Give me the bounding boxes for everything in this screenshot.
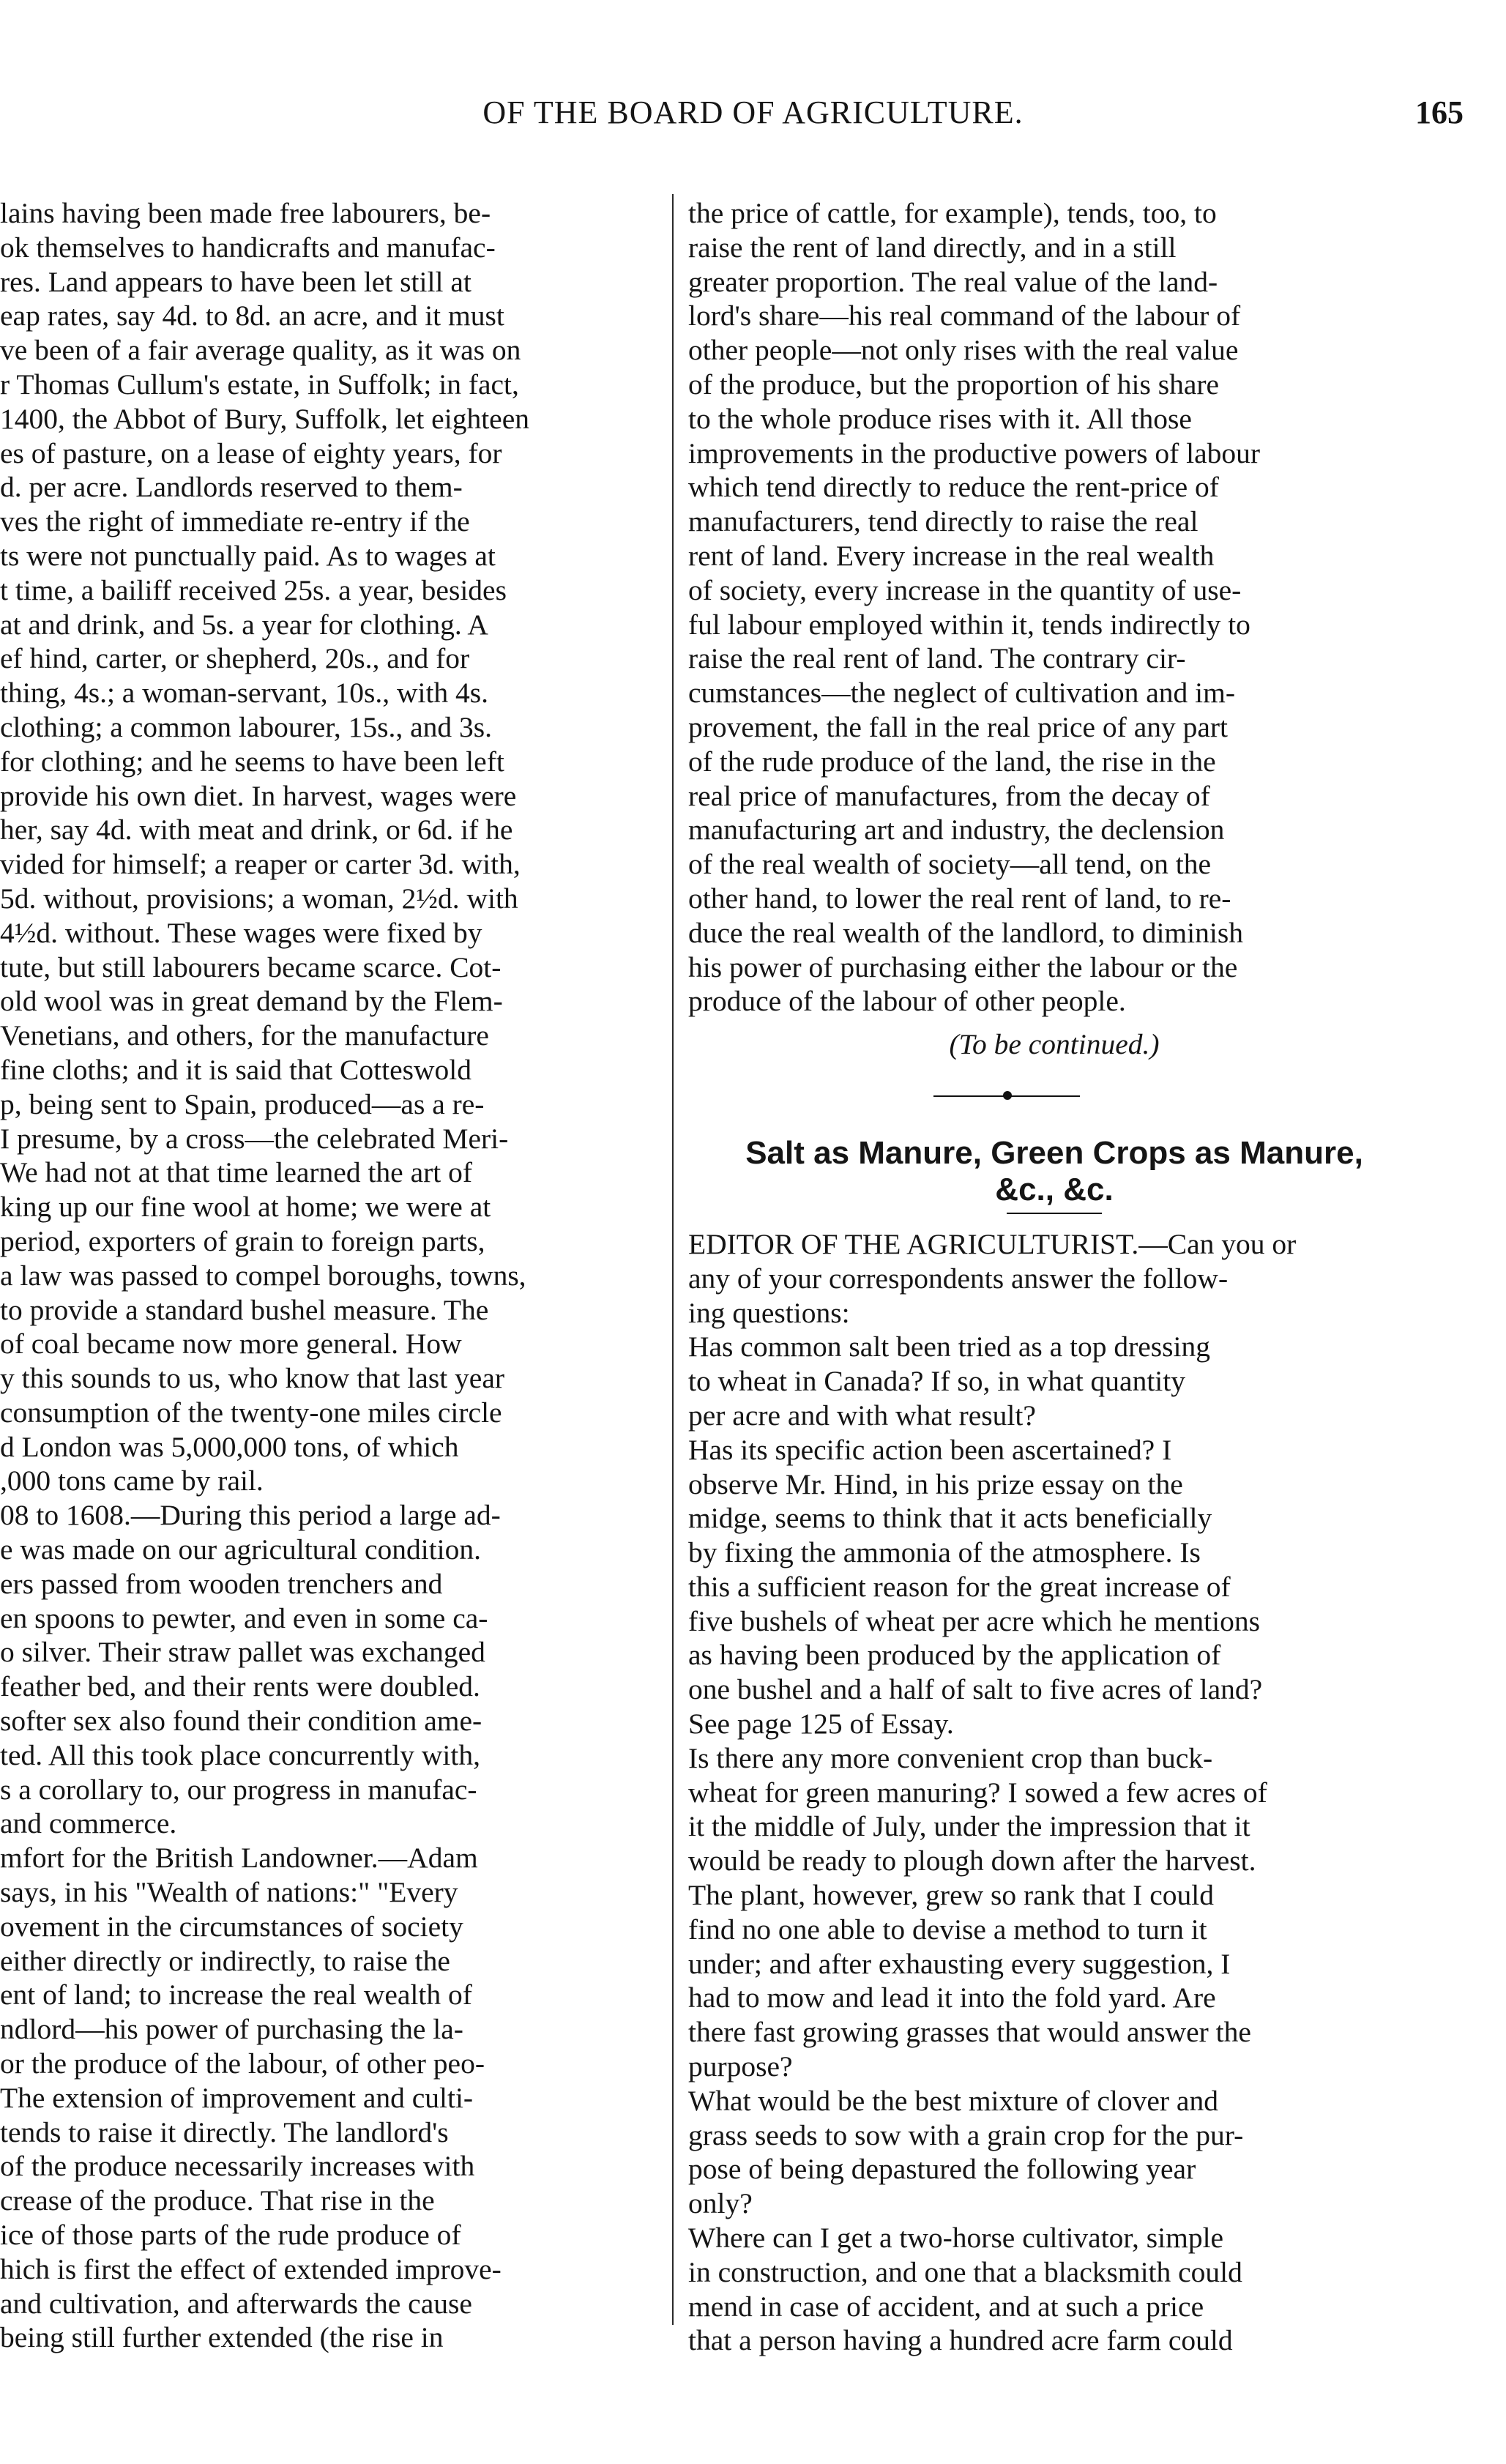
text-line: wheat for green manuring? I sowed a few acres of <box>688 1776 1267 1809</box>
text-line: there fast growing grasses that would answer the <box>688 2016 1251 2049</box>
text-line: any of your correspondents answer the follow- <box>688 1262 1229 1295</box>
text-line: en spoons to pewter, and even in some ca- <box>0 1601 488 1634</box>
text-line: to provide a standard bushel measure. The <box>0 1293 489 1326</box>
left-column <box>0 196 670 2355</box>
text-line: mfort for the British Landowner.—Adam <box>0 1842 478 1875</box>
text-line: provement, the fall in the real price of any part <box>688 710 1229 743</box>
section-rule <box>1007 1213 1102 1214</box>
text-line: other people—not only rises with the real value <box>688 334 1239 367</box>
text-line: which tend directly to reduce the rent-price of <box>688 471 1219 504</box>
text-line: Is there any more convenient crop than buck- <box>688 1741 1213 1774</box>
text-line: lord's share—his real command of the labour of <box>688 299 1241 332</box>
text-line: t time, a bailiff received 25s. a year, besides <box>0 573 507 606</box>
text-line: manufacturers, tend directly to raise the real <box>688 505 1199 538</box>
text-line: five bushels of wheat per acre which he mentions <box>688 1604 1260 1637</box>
text-line: ndlord—his power of purchasing the la- <box>0 2013 463 2046</box>
page-header <box>29 94 1477 145</box>
text-line: ent of land; to increase the real wealth of <box>0 1979 472 2011</box>
text-line: d London was 5,000,000 tons, of which <box>0 1430 459 1463</box>
text-line: res. Land appears to have been let still at <box>0 265 471 298</box>
text-line: of the real wealth of society—all tend, on the <box>688 848 1212 881</box>
text-line: vided for himself; a reaper or carter 3d. with, <box>0 848 521 881</box>
text-line: ts were not punctually paid. As to wages at <box>0 539 496 572</box>
text-line: eap rates, say 4d. to 8d. an acre, and it must <box>0 299 504 332</box>
text-line: See page 125 of Essay. <box>688 1708 954 1741</box>
right-column <box>688 196 1420 2358</box>
text-line: ,000 tons came by rail. <box>0 1464 264 1497</box>
text-line: to wheat in Canada? If so, in what quantity <box>688 1365 1186 1398</box>
text-line: per acre and with what result? <box>688 1399 1036 1432</box>
text-line: provide his own diet. In harvest, wages were <box>0 779 517 812</box>
text-line: purpose? <box>688 2050 793 2083</box>
ornamental-divider <box>688 1078 1420 1122</box>
section-subtitle: &c., &c. <box>995 1171 1114 1207</box>
text-line: only? <box>688 2187 753 2220</box>
text-line: manufacturing art and industry, the declension <box>688 814 1225 846</box>
text-line: Has common salt been tried as a top dressing <box>688 1330 1211 1363</box>
text-line: thing, 4s.; a woman-servant, 10s., with 4s. <box>0 677 489 710</box>
text-line: consumption of the twenty-one miles circle <box>0 1396 502 1429</box>
text-line: midge, seems to think that it acts beneficially <box>688 1502 1212 1535</box>
text-line: duce the real wealth of the landlord, to diminish <box>688 916 1243 949</box>
text-line: lains having been made free labourers, be- <box>0 197 491 229</box>
text-line: king up our fine wool at home; we were at <box>0 1191 491 1224</box>
text-line: The extension of improvement and culti- <box>0 2081 474 2114</box>
text-line: of the produce necessarily increases with <box>0 2150 475 2183</box>
text-line: ted. All this took place concurrently with, <box>0 1738 480 1771</box>
text-line: the price of cattle, for example), tends, too, to <box>688 197 1217 229</box>
text-line: ers passed from wooden trenchers and <box>0 1567 443 1600</box>
text-line: of society, every increase in the quantity of use- <box>688 573 1242 606</box>
text-line: EDITOR OF THE AGRICULTURIST.—Can you or <box>688 1227 1297 1260</box>
text-line: ovement in the circumstances of society <box>0 1910 463 1943</box>
letter-body <box>688 1227 1420 2358</box>
text-line: real price of manufactures, from the decay of <box>688 779 1210 812</box>
text-line: and cultivation, and afterwards the cause <box>0 2287 472 2320</box>
text-line: ve been of a fair average quality, as it was on <box>0 334 521 367</box>
text-line: d. per acre. Landlords reserved to them- <box>0 471 463 504</box>
text-line: pose of being depastured the following year <box>688 2153 1196 2186</box>
text-line: raise the real rent of land. The contrary cir- <box>688 642 1186 675</box>
text-line: a law was passed to compel boroughs, towns, <box>0 1259 526 1292</box>
text-line: ef hind, carter, or shepherd, 20s., and for <box>0 642 470 675</box>
text-line: under; and after exhausting every suggestion, I <box>688 1947 1231 1980</box>
text-line: ing questions: <box>688 1296 850 1329</box>
text-line: 4½d. without. These wages were fixed by <box>0 916 482 949</box>
text-line: tute, but still labourers became scarce. Cot- <box>0 950 502 983</box>
text-line: old wool was in great demand by the Flem- <box>0 985 503 1018</box>
text-line: Has its specific action been ascertained? I <box>688 1433 1172 1466</box>
text-line: by fixing the ammonia of the atmosphere. Is <box>688 1536 1201 1569</box>
text-line: to the whole produce rises with it. All those <box>688 402 1192 435</box>
text-line: greater proportion. The real value of the land- <box>688 265 1218 298</box>
text-line: raise the rent of land directly, and in a still <box>688 231 1177 264</box>
text-line: 5d. without, provisions; a woman, 2½d. with <box>0 882 518 915</box>
text-line: find no one able to devise a method to turn it <box>688 1913 1207 1946</box>
text-line: in construction, and one that a blacksmith could <box>688 2255 1242 2288</box>
text-line: observe Mr. Hind, in his prize essay on the <box>688 1467 1183 1500</box>
text-line: fine cloths; and it is said that Cotteswold <box>0 1053 471 1086</box>
text-line: other hand, to lower the real rent of land, to re- <box>688 882 1231 915</box>
text-line: at and drink, and 5s. a year for clothing. A <box>0 608 488 641</box>
text-line: clothing; a common labourer, 15s., and 3s. <box>0 710 492 743</box>
text-line: it the middle of July, under the impression that it <box>688 1810 1250 1843</box>
text-line: either directly or indirectly, to raise the <box>0 1944 450 1977</box>
text-line: cumstances—the neglect of cultivation and im- <box>688 677 1235 710</box>
text-line: of the rude produce of the land, the rise in the <box>688 745 1216 778</box>
continued-note: (To be continued.) <box>949 1028 1160 1061</box>
page-number: 165 <box>1415 94 1464 130</box>
text-line: crease of the produce. That rise in the <box>0 2184 435 2217</box>
text-line: o silver. Their straw pallet was exchanged <box>0 1636 485 1669</box>
text-line: this a sufficient reason for the great increase of <box>688 1570 1231 1603</box>
text-line: as having been produced by the application of <box>688 1639 1221 1672</box>
running-title: OF THE BOARD OF AGRICULTURE. <box>482 94 1024 130</box>
text-line: of coal became now more general. How <box>0 1328 462 1361</box>
text-line: being still further extended (the rise in <box>0 2321 444 2354</box>
text-line: e was made on our agricultural condition. <box>0 1533 482 1566</box>
text-line: feather bed, and their rents were doubled. <box>0 1670 480 1703</box>
text-line: and commerce. <box>0 1807 177 1840</box>
text-line: softer sex also found their condition ame- <box>0 1705 482 1738</box>
text-line: had to mow and lead it into the fold yard. Are <box>688 1981 1216 2014</box>
text-line: would be ready to plough down after the harvest. <box>688 1845 1256 1877</box>
text-line: What would be the best mixture of clover and <box>688 2084 1218 2117</box>
text-line: tends to raise it directly. The landlord's <box>0 2115 449 2148</box>
article-continuation <box>688 196 1420 1019</box>
text-line: for clothing; and he seems to have been left <box>0 745 504 778</box>
text-line: improvements in the productive powers of labour <box>688 436 1261 469</box>
text-line: says, in his "Wealth of nations:" "Every <box>0 1876 458 1909</box>
text-line: that a person having a hundred acre farm could <box>688 2324 1233 2357</box>
text-line: of the produce, but the proportion of his share <box>688 368 1220 401</box>
text-line: her, say 4d. with meat and drink, or 6d. if he <box>0 814 513 846</box>
text-line: 1400, the Abbot of Bury, Suffolk, let eighteen <box>0 402 529 435</box>
text-line: y this sounds to us, who know that last year <box>0 1362 505 1395</box>
text-line: his power of purchasing either the labour or the <box>688 950 1238 983</box>
text-line: p, being sent to Spain, produced—as a re- <box>0 1087 485 1120</box>
text-line: hich is first the effect of extended improve- <box>0 2252 502 2285</box>
text-line: r Thomas Cullum's estate, in Suffolk; in fact, <box>0 368 519 401</box>
text-line: 08 to 1608.—During this period a large ad- <box>0 1499 501 1532</box>
text-line: ves the right of immediate re-entry if the <box>0 505 470 538</box>
text-line: ok themselves to handicrafts and manufac- <box>0 231 496 264</box>
text-line: period, exporters of grain to foreign parts, <box>0 1224 485 1257</box>
text-line: s a corollary to, our progress in manufac- <box>0 1773 477 1806</box>
text-line: ice of those parts of the rude produce of <box>0 2219 461 2252</box>
text-line: or the produce of the labour, of other peo- <box>0 2047 485 2080</box>
divider-dot-icon <box>1003 1091 1012 1100</box>
text-line: Venetians, and others, for the manufacture <box>0 1019 489 1052</box>
text-line: Where can I get a two-horse cultivator, simple <box>688 2222 1224 2255</box>
text-line: es of pasture, on a lease of eighty years, for <box>0 436 502 469</box>
section-title: Salt as Manure, Green Crops as Manure, <box>745 1134 1363 1171</box>
text-line: one bushel and a half of salt to five acres of land? <box>688 1673 1263 1706</box>
text-line: The plant, however, grew so rank that I could <box>688 1879 1214 1912</box>
text-line: grass seeds to sow with a grain crop for the pur- <box>688 2118 1244 2151</box>
column-divider <box>672 194 674 2325</box>
text-line: produce of the labour of other people. <box>688 985 1126 1018</box>
text-line: ful labour employed within it, tends indirectly to <box>688 608 1250 641</box>
text-line: rent of land. Every increase in the real wealth <box>688 539 1215 572</box>
text-line: I presume, by a cross—the celebrated Meri- <box>0 1122 509 1155</box>
text-line: mend in case of accident, and at such a price <box>688 2290 1204 2323</box>
text-line: We had not at that time learned the art of <box>0 1156 473 1189</box>
